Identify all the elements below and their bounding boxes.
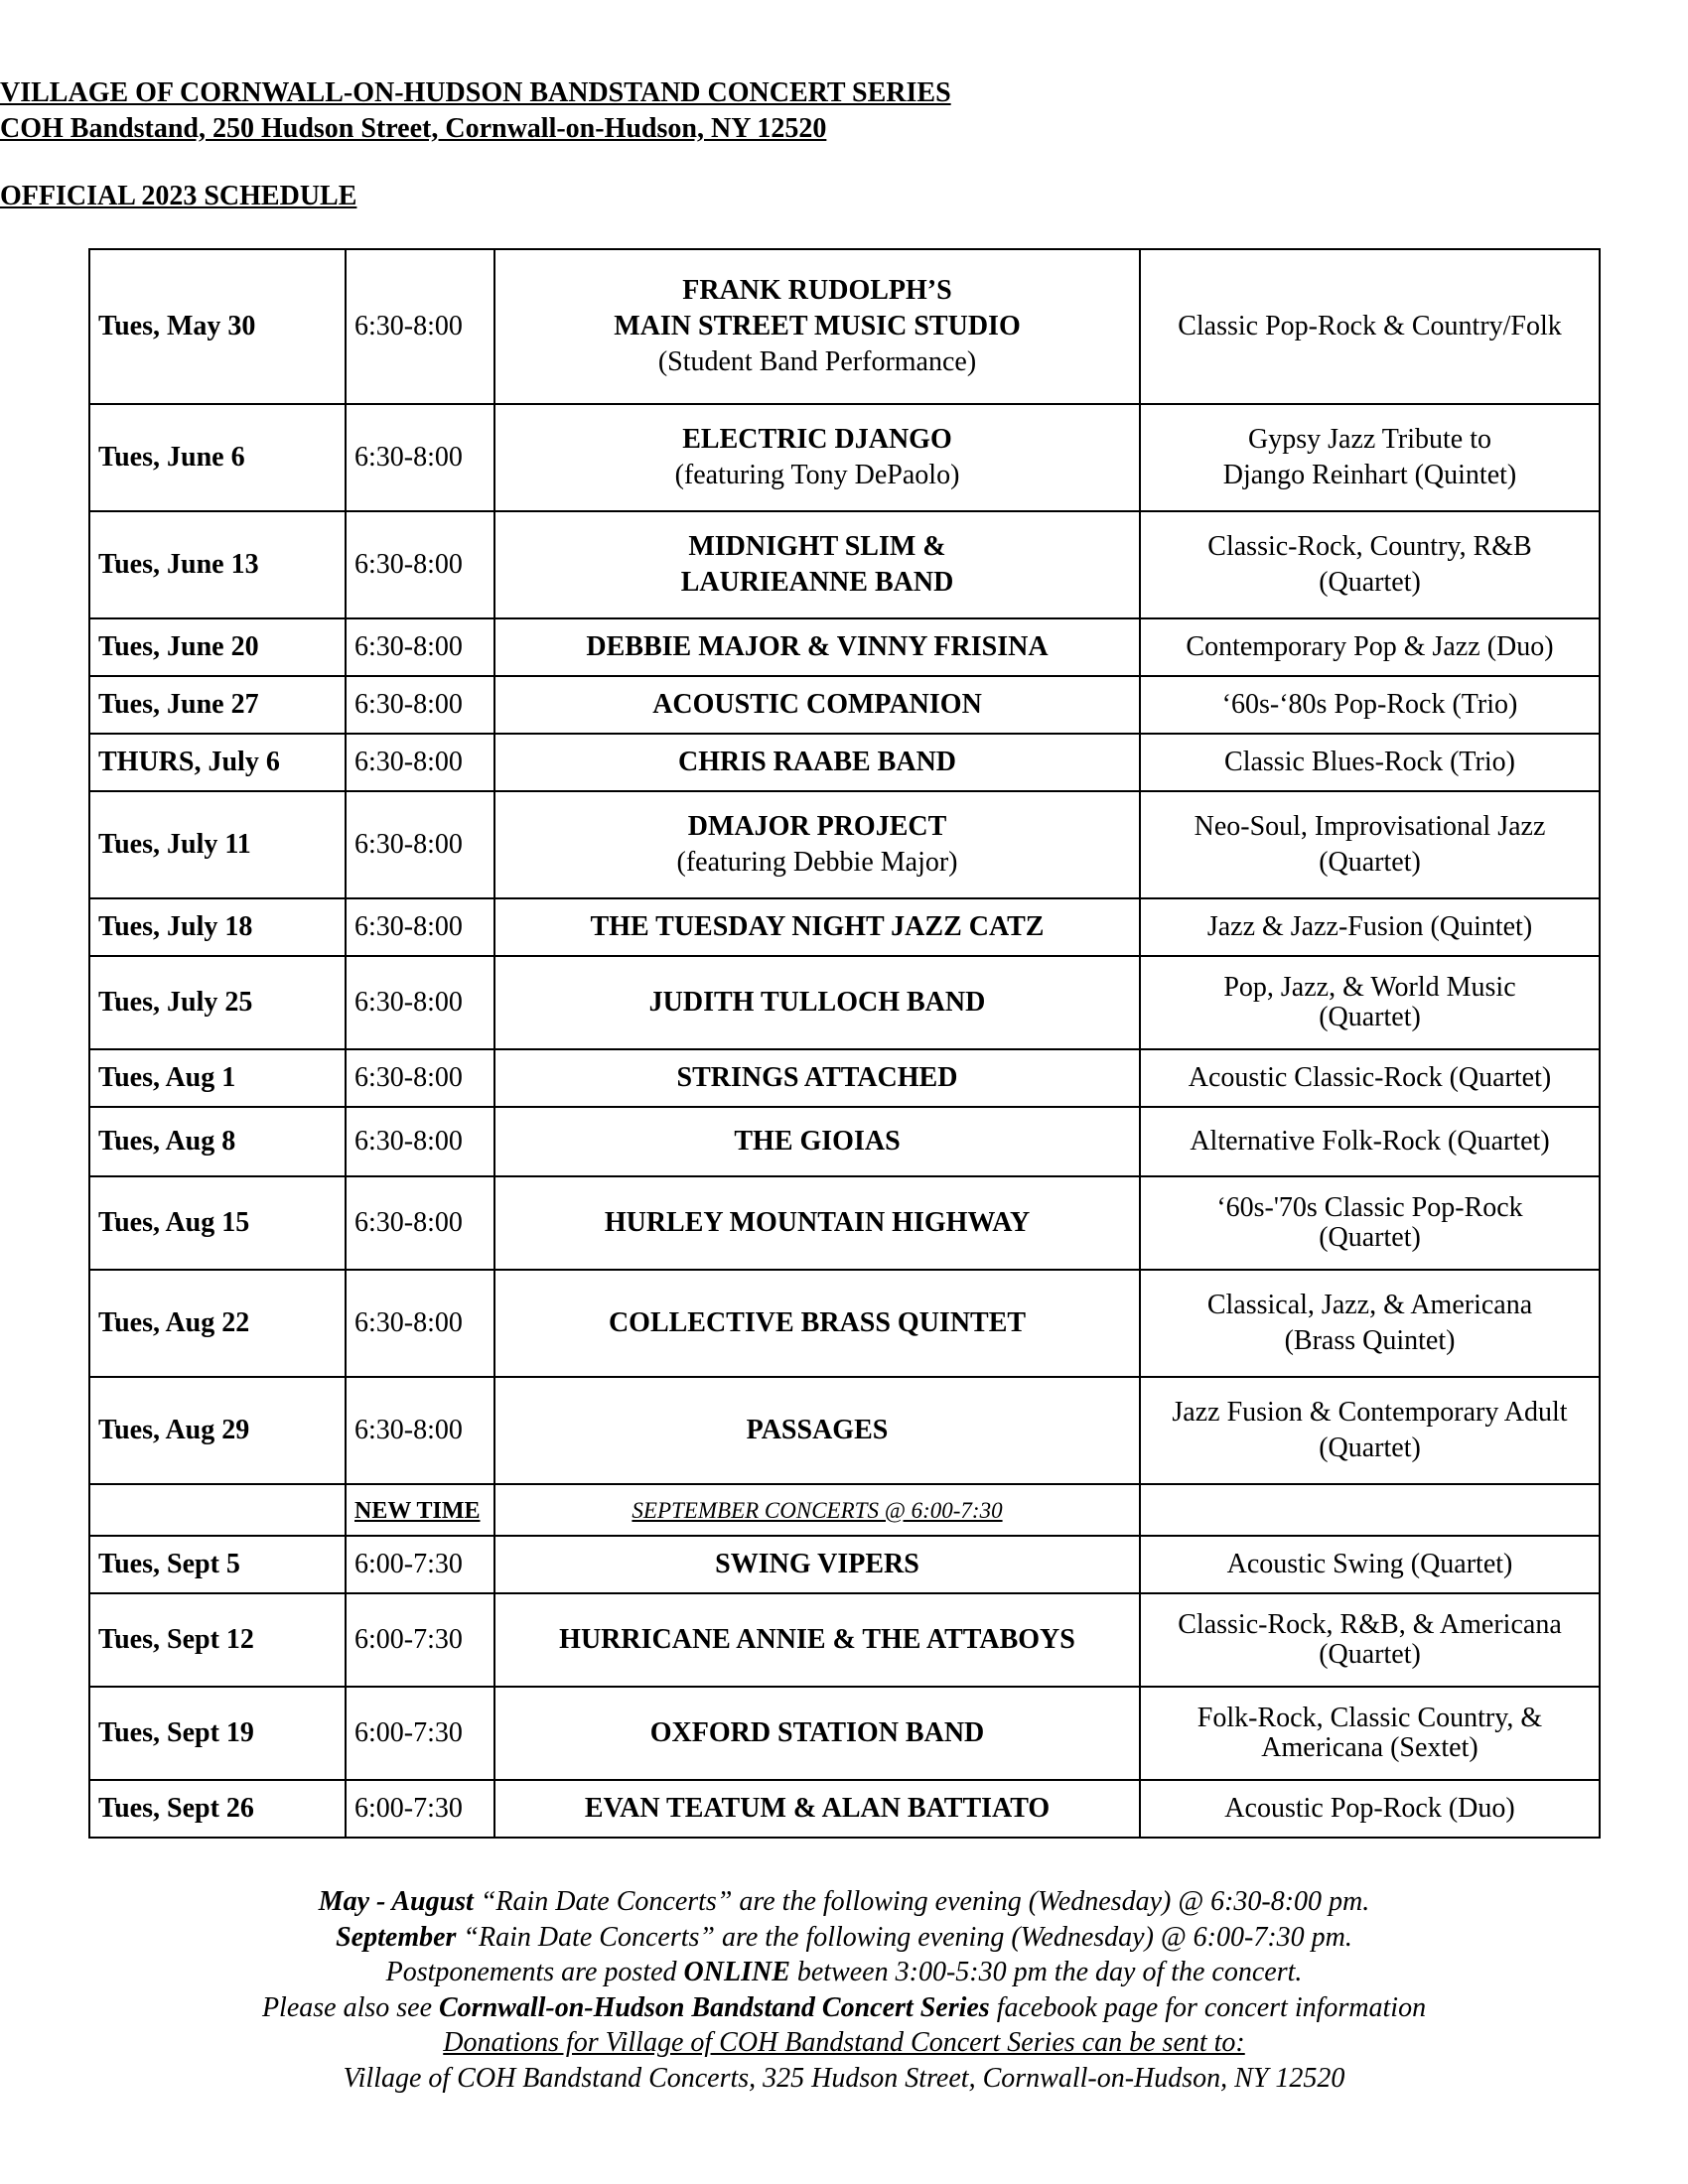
- band-cell: [494, 404, 1140, 511]
- document-title: VILLAGE OF CORNWALL-ON-HUDSON BANDSTAND CONCERT SERIES: [0, 77, 951, 108]
- band-subtitle: (Student Band Performance): [657, 346, 977, 377]
- table-row: [89, 734, 1600, 791]
- band-cell: [494, 898, 1140, 956]
- footer-line-donations: Donations for Village of COH Bandstand Concert Series can be sent to:: [443, 2027, 1245, 2058]
- footer-text: “Rain Date Concerts” are the following evening (Wednesday) @ 6:00-7:30 pm.: [456, 1921, 1352, 1953]
- concert-date: Tues, Aug 29: [89, 1377, 346, 1484]
- table-row: [89, 956, 1600, 1049]
- footer-line-mailing-address: Village of COH Bandstand Concerts, 325 Hudson Street, Cornwall-on-Hudson, NY 12520: [343, 2062, 1345, 2094]
- genre-cell: [1140, 791, 1600, 898]
- new-time-notice-row: [89, 1484, 1600, 1536]
- band-cell: [494, 1049, 1140, 1107]
- genre-line: Americana (Sextet): [1261, 1732, 1478, 1763]
- genre-line: (Quartet): [1319, 1639, 1421, 1670]
- genre-cell: [1140, 956, 1600, 1049]
- concert-date: Tues, Sept 5: [89, 1536, 346, 1593]
- band-name: HURRICANE ANNIE & THE ATTABOYS: [559, 1624, 1075, 1655]
- genre-line: Neo-Soul, Improvisational Jazz: [1194, 811, 1546, 842]
- concert-time: 6:30-8:00: [346, 1176, 494, 1270]
- table-row: [89, 404, 1600, 511]
- genre-line: Django Reinhart (Quintet): [1222, 460, 1517, 490]
- new-time-text: NEW TIME: [354, 1497, 481, 1524]
- concert-time: 6:30-8:00: [346, 956, 494, 1049]
- band-name: CHRIS RAABE BAND: [677, 747, 957, 777]
- genre-cell: [1140, 1270, 1600, 1377]
- genre-line: Gypsy Jazz Tribute to: [1248, 424, 1491, 455]
- band-cell: [494, 1687, 1140, 1780]
- footer-line-rain-summer: [0, 1884, 1688, 1920]
- genre-line: (Quartet): [1319, 847, 1421, 878]
- genre-line: ‘60s-‘80s Pop-Rock (Trio): [1221, 689, 1518, 720]
- band-cell: [494, 791, 1140, 898]
- genre-line: Alternative Folk-Rock (Quartet): [1190, 1126, 1550, 1157]
- concert-date: Tues, Sept 26: [89, 1780, 346, 1838]
- band-cell: [494, 1780, 1140, 1838]
- genre-line: Classic-Rock, Country, R&B: [1207, 531, 1532, 562]
- concert-date: Tues, Aug 22: [89, 1270, 346, 1377]
- genre-cell: [1140, 1780, 1600, 1838]
- table-row: [89, 1780, 1600, 1838]
- band-cell: [494, 734, 1140, 791]
- band-cell: [494, 1270, 1140, 1377]
- band-subtitle: (featuring Tony DePaolo): [674, 460, 960, 490]
- table-row: [89, 618, 1600, 676]
- table-row: [89, 511, 1600, 618]
- footer-bold: ONLINE: [683, 1957, 790, 1987]
- band-name: OXFORD STATION BAND: [649, 1717, 985, 1748]
- footer-text: “Rain Date Concerts” are the following evening (Wednesday) @ 6:30-8:00 pm.: [473, 1886, 1370, 1917]
- genre-line: ‘60s-'70s Classic Pop-Rock: [1216, 1192, 1523, 1223]
- concert-time: 6:30-8:00: [346, 1377, 494, 1484]
- genre-cell: [1140, 1377, 1600, 1484]
- new-time-label: [346, 1484, 494, 1536]
- september-note: SEPTEMBER CONCERTS @ 6:00-7:30: [632, 1497, 1003, 1523]
- schedule-body: [89, 249, 1600, 1838]
- genre-line: Acoustic Classic-Rock (Quartet): [1188, 1062, 1552, 1093]
- footer-line-postponements: [0, 1955, 1688, 1990]
- concert-time: 6:00-7:30: [346, 1687, 494, 1780]
- genre-cell: [1140, 734, 1600, 791]
- concert-date: Tues, June 20: [89, 618, 346, 676]
- concert-date: Tues, Aug 1: [89, 1049, 346, 1107]
- band-name: MIDNIGHT SLIM &: [688, 531, 946, 562]
- genre-cell: [1140, 1687, 1600, 1780]
- band-cell: [494, 618, 1140, 676]
- concert-date: THURS, July 6: [89, 734, 346, 791]
- genre-line: (Quartet): [1319, 567, 1421, 598]
- concert-time: 6:30-8:00: [346, 511, 494, 618]
- genre-cell: [1140, 618, 1600, 676]
- genre-line: Pop, Jazz, & World Music: [1223, 972, 1516, 1003]
- schedule-title: OFFICIAL 2023 SCHEDULE: [0, 181, 357, 211]
- venue-address: COH Bandstand, 250 Hudson Street, Cornwall-on-Hudson, NY 12520: [0, 113, 827, 144]
- genre-line: Acoustic Pop-Rock (Duo): [1224, 1793, 1515, 1824]
- concert-date: Tues, June 6: [89, 404, 346, 511]
- concert-time: 6:30-8:00: [346, 1049, 494, 1107]
- genre-cell: [1140, 1536, 1600, 1593]
- band-name: MAIN STREET MUSIC STUDIO: [614, 311, 1021, 341]
- genre-line: Classic-Rock, R&B, & Americana: [1178, 1609, 1562, 1640]
- genre-line: Jazz Fusion & Contemporary Adult: [1172, 1397, 1568, 1428]
- band-cell: [494, 1593, 1140, 1687]
- table-row: [89, 1377, 1600, 1484]
- genre-line: Contemporary Pop & Jazz (Duo): [1186, 631, 1554, 662]
- band-name: PASSAGES: [746, 1415, 889, 1445]
- september-note-cell: [494, 1484, 1140, 1536]
- table-row: [89, 1536, 1600, 1593]
- genre-cell: [1140, 1049, 1600, 1107]
- footer-line-facebook: [0, 1990, 1688, 2026]
- concert-date: Tues, July 25: [89, 956, 346, 1049]
- band-name: LAURIEANNE BAND: [680, 567, 954, 598]
- concert-time: 6:30-8:00: [346, 734, 494, 791]
- concert-time: 6:30-8:00: [346, 404, 494, 511]
- genre-line: Classic Pop-Rock & Country/Folk: [1178, 311, 1562, 341]
- band-cell: [494, 511, 1140, 618]
- band-name: SWING VIPERS: [715, 1549, 919, 1579]
- table-row: [89, 791, 1600, 898]
- band-name: ELECTRIC DJANGO: [682, 424, 952, 455]
- table-row: [89, 1270, 1600, 1377]
- concert-date: Tues, Aug 15: [89, 1176, 346, 1270]
- genre-cell: [1140, 1593, 1600, 1687]
- footer-notes: [0, 1884, 1688, 2096]
- footer-text: between 3:00-5:30 pm the day of the concert.: [789, 1957, 1303, 1987]
- concert-time: 6:00-7:30: [346, 1536, 494, 1593]
- genre-cell: [1140, 404, 1600, 511]
- concert-time: 6:30-8:00: [346, 898, 494, 956]
- concert-date: Tues, July 18: [89, 898, 346, 956]
- band-cell: [494, 249, 1140, 404]
- band-name: DEBBIE MAJOR & VINNY FRISINA: [586, 631, 1049, 662]
- schedule-table: [88, 248, 1601, 1839]
- band-name: ACOUSTIC COMPANION: [652, 689, 982, 720]
- genre-cell: [1140, 898, 1600, 956]
- concert-date: Tues, Sept 19: [89, 1687, 346, 1780]
- table-row: [89, 898, 1600, 956]
- concert-time: 6:30-8:00: [346, 676, 494, 734]
- band-cell: [494, 956, 1140, 1049]
- band-cell: [494, 676, 1140, 734]
- genre-cell: [1140, 1176, 1600, 1270]
- genre-cell: [1140, 249, 1600, 404]
- concert-time: 6:30-8:00: [346, 1270, 494, 1377]
- genre-cell: [1140, 1107, 1600, 1176]
- table-row: [89, 1176, 1600, 1270]
- concert-date: Tues, June 27: [89, 676, 346, 734]
- empty-cell: [89, 1484, 346, 1536]
- band-cell: [494, 1536, 1140, 1593]
- concert-date: Tues, July 11: [89, 791, 346, 898]
- concert-date: Tues, May 30: [89, 249, 346, 404]
- concert-date: Tues, Aug 8: [89, 1107, 346, 1176]
- footer-text: facebook page for concert information: [989, 1991, 1427, 2023]
- band-name: DMAJOR PROJECT: [687, 811, 947, 842]
- genre-line: (Quartet): [1319, 1433, 1421, 1463]
- table-row: [89, 1593, 1600, 1687]
- concert-time: 6:00-7:30: [346, 1780, 494, 1838]
- table-row: [89, 1687, 1600, 1780]
- concert-date: Tues, Sept 12: [89, 1593, 346, 1687]
- genre-line: (Quartet): [1319, 1222, 1421, 1253]
- footer-bold: September: [336, 1921, 457, 1953]
- genre-line: Folk-Rock, Classic Country, &: [1196, 1703, 1543, 1733]
- concert-time: 6:30-8:00: [346, 1107, 494, 1176]
- genre-cell: [1140, 511, 1600, 618]
- concert-time: 6:30-8:00: [346, 249, 494, 404]
- genre-line: Acoustic Swing (Quartet): [1226, 1549, 1513, 1579]
- table-row: [89, 249, 1600, 404]
- band-name: THE GIOIAS: [734, 1126, 901, 1157]
- table-row: [89, 1107, 1600, 1176]
- genre-cell: [1140, 676, 1600, 734]
- footer-text: Postponements are posted: [385, 1957, 684, 1987]
- table-row: [89, 1049, 1600, 1107]
- footer-line-rain-september: [0, 1920, 1688, 1956]
- empty-cell: [1140, 1484, 1600, 1536]
- band-name: THE TUESDAY NIGHT JAZZ CATZ: [590, 911, 1045, 942]
- footer-bold: Cornwall-on-Hudson Bandstand Concert Series: [439, 1991, 990, 2023]
- genre-line: (Quartet): [1319, 1002, 1421, 1032]
- table-row: [89, 676, 1600, 734]
- footer-text: Please also see: [261, 1991, 439, 2023]
- band-name: HURLEY MOUNTAIN HIGHWAY: [604, 1207, 1031, 1238]
- band-cell: [494, 1176, 1140, 1270]
- genre-line: Classic Blues-Rock (Trio): [1224, 747, 1515, 777]
- concert-time: 6:00-7:30: [346, 1593, 494, 1687]
- concert-time: 6:30-8:00: [346, 618, 494, 676]
- genre-line: Classical, Jazz, & Americana: [1206, 1290, 1533, 1320]
- genre-line: (Brass Quintet): [1284, 1325, 1456, 1356]
- footer-bold: May - August: [318, 1886, 474, 1917]
- genre-line: Jazz & Jazz-Fusion (Quintet): [1206, 911, 1533, 942]
- band-cell: [494, 1377, 1140, 1484]
- concert-date: Tues, June 13: [89, 511, 346, 618]
- band-cell: [494, 1107, 1140, 1176]
- band-name: COLLECTIVE BRASS QUINTET: [608, 1307, 1027, 1338]
- band-name: FRANK RUDOLPH’S: [682, 275, 952, 306]
- band-subtitle: (featuring Debbie Major): [676, 847, 958, 878]
- band-name: EVAN TEATUM & ALAN BATTIATO: [584, 1793, 1051, 1824]
- band-name: JUDITH TULLOCH BAND: [648, 987, 986, 1018]
- concert-time: 6:30-8:00: [346, 791, 494, 898]
- band-name: STRINGS ATTACHED: [676, 1062, 958, 1093]
